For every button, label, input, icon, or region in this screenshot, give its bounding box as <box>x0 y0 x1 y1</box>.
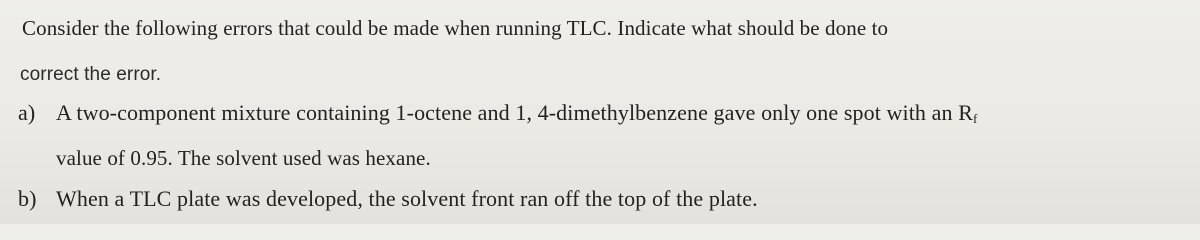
item-b-text: When a TLC plate was developed, the solvent front ran off the top of the plate. <box>56 186 758 211</box>
item-a-line-2: value of 0.95. The solvent used was hexane. <box>56 146 431 170</box>
rf-subscript: f <box>972 111 978 126</box>
item-a-line-1 <box>18 100 977 127</box>
question-intro-line-2: correct the error. <box>20 64 162 85</box>
item-a-text: A two-component mixture containing 1-octene and 1, 4-dimethylbenzene gave only one spot with an R <box>56 100 973 125</box>
item-b-line-1 <box>18 186 758 212</box>
question-intro-line-1: Consider the following errors that could be made when running TLC. Indicate what should be done to <box>22 16 889 40</box>
item-a-label: a) <box>18 100 36 125</box>
item-b-label: b) <box>18 186 37 211</box>
